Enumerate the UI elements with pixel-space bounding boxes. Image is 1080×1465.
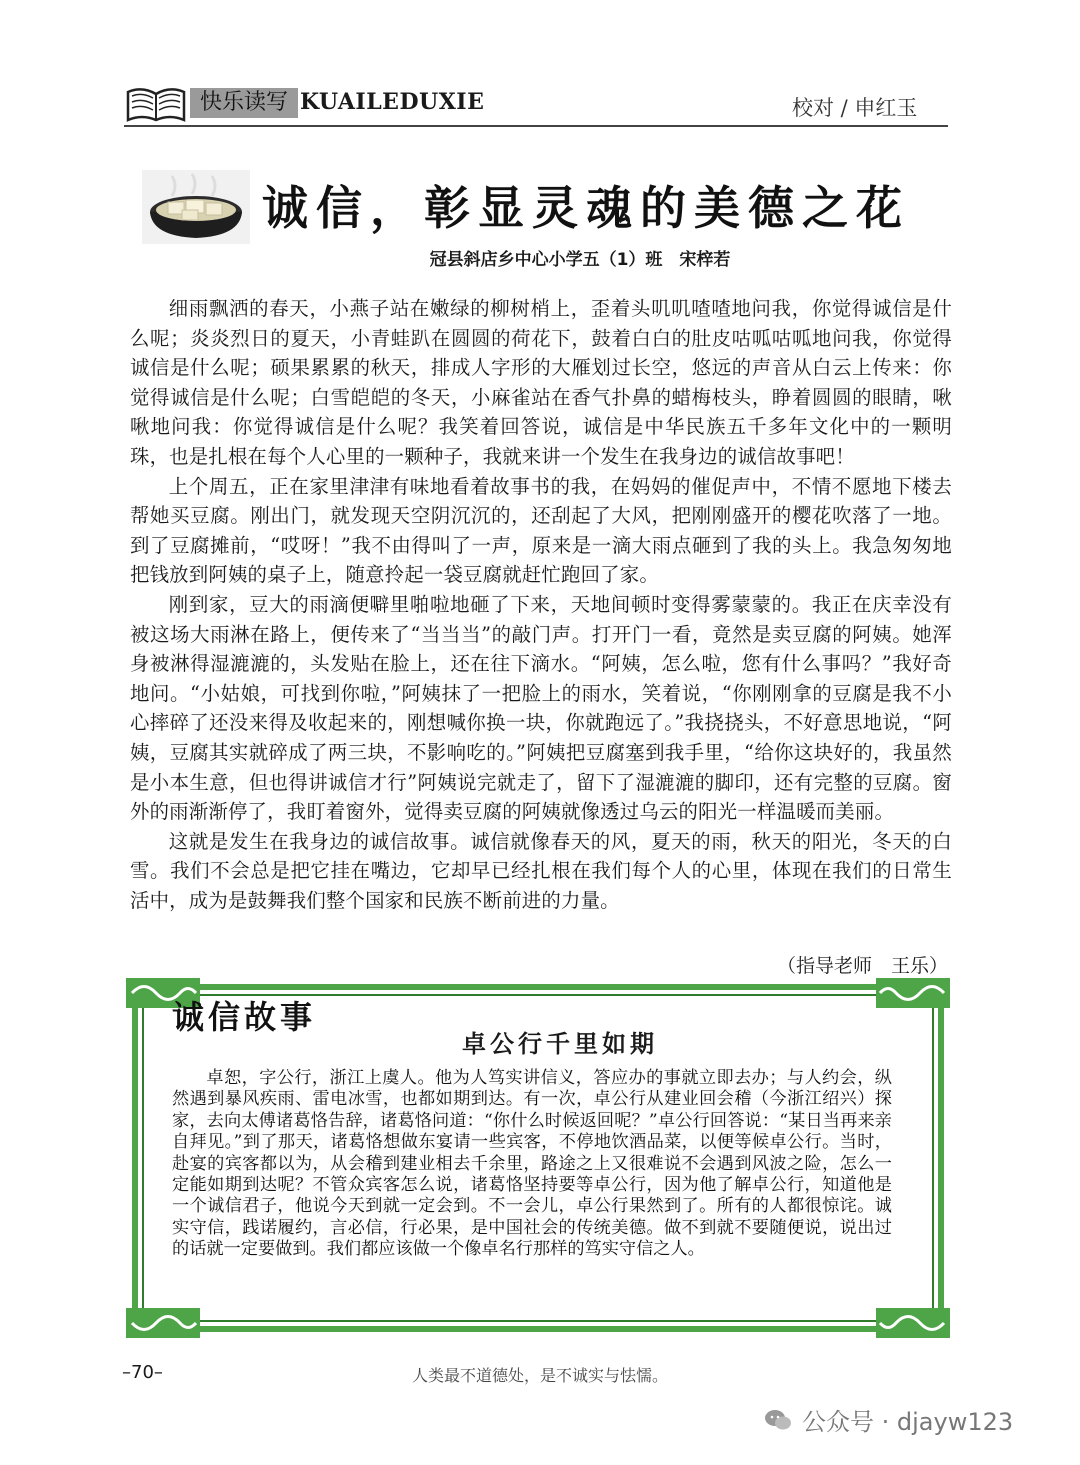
mentor-credit: （指导老师 王乐）: [776, 955, 948, 977]
open-book-icon: [124, 80, 188, 124]
wechat-account: 公众号 · djayw123: [802, 1408, 1014, 1436]
article-byline: 冠县斜店乡中心小学五（1）班 宋梓若: [429, 250, 731, 270]
section-label: 快乐读写: [190, 88, 298, 118]
footer-quote: 人类最不道德处，是不诚实与怯懦。: [411, 1366, 668, 1385]
article-title: 诚信，彰显灵魂的美德之花: [262, 181, 910, 235]
page-number: –70–: [122, 1362, 163, 1383]
wechat-icon: [764, 1408, 792, 1432]
article-body: [130, 294, 952, 915]
article-paragraph: 这就是发生在我身边的诚信故事。诚信就像春天的风，夏天的雨，秋天的阳光，冬天的白雪。我们不会总是把它挂在嘴边，它却早已经扎根在我们每个人的心里，体现在我们的日常生活中，成为是鼓舞我们整个国家和民族不断前进的力量。: [130, 829, 952, 912]
corner-ornament: [876, 1308, 950, 1338]
article-paragraph: 刚到家，豆大的雨滴便噼里啪啦地砸了下来，天地间顿时变得雾蒙蒙的。我正在庆幸没有被这场大雨淋在路上，便传来了“当当当”的敲门声。打开门一看，竟然是卖豆腐的阿姨。她浑身被淋得湿漉漉的，头发贴在脸上，还在往下滴水。“阿姨，怎么啦，您有什么事吗？”我好奇地问。“小姑娘，可找到你啦，”阿姨抹了一把脸上的雨水，笑着说，“你刚刚拿的豆腐是我不小心摔碎了还没来得及收起来的，刚想喊你换一块，你就跑远了。”我挠挠头，不好意思地说，“阿姨，豆腐其实就碎成了两三块，不影响吃的。”阿姨把豆腐塞到我手里，“给你这块好的，我虽然是小本生意，但也得讲诚信才行”阿姨说完就走了，留下了湿漉漉的脚印，还有完整的豆腐。窗外的雨渐渐停了，我盯着窗外，觉得卖豆腐的阿姨就像透过乌云的阳光一样温暖而美丽。: [130, 592, 952, 824]
corner-ornament: [126, 1308, 200, 1338]
article-paragraph: 细雨飘洒的春天，小燕子站在嫩绿的柳树梢上，歪着头叽叽喳喳地问我，你觉得诚信是什么呢；炎炎烈日的夏天，小青蛙趴在圆圆的荷花下，鼓着白白的肚皮咕呱咕呱地问我，你觉得诚信是什么呢；硕果累累的秋天，排成人字形的大雁划过长空，悠远的声音从白云上传来：你觉得诚信是什么呢；白雪皑皑的冬天，小麻雀站在香气扑鼻的蜡梅枝头，睁着圆圆的眼睛，啾啾地问我：你觉得诚信是什么呢？我笑着回答说，诚信是中华民族五千多年文化中的一颗明珠，也是扎根在每个人心里的一颗种子，我就来讲一个发生在我身边的诚信故事吧！: [130, 297, 952, 468]
wechat-watermark: [764, 1402, 1013, 1437]
story-title: 卓公行千里如期: [462, 1029, 658, 1058]
header-rule: [124, 125, 948, 127]
section-pinyin: KUAILEDUXIE: [300, 89, 485, 115]
article-paragraph: 上个周五，正在家里津津有味地看着故事书的我，在妈妈的催促声中，不情不愿地下楼去帮她买豆腐。刚出门，就发现天空阴沉沉的，还刮起了大风，把刚刚盛开的樱花吹落了一地。到了豆腐摊前，“哎呀！”我不由得叫了一声，原来是一滴大雨点砸到了我的头上。我急匆匆地把钱放到阿姨的桌子上，随意拎起一袋豆腐就赶忙跑回了家。: [130, 474, 952, 587]
tofu-pot-illustration: [142, 170, 250, 244]
corner-ornament: [876, 978, 950, 1008]
story-paragraph: 卓恕，字公行，浙江上虞人。他为人笃实讲信义，答应办的事就立即去办；与人约会，纵然遇到暴风疾雨、雷电冰雪，也都如期到达。有一次，卓公行从建业回会稽（今浙江绍兴）探家，去向太傅诸葛恪告辞，诸葛恪问道：“你什么时候返回呢？”卓公行回答说：“某日当再来亲自拜见。”到了那天，诸葛恪想做东宴请一些宾客，不停地饮酒品菜，以便等候卓公行。当时，赴宴的宾客都以为，从会稽到建业相去千余里，路途之上又很难说不会遇到风波之险，怎么一定能如期到达呢？不管众宾客怎么说，诸葛恪坚持要等卓公行，因为他了解卓公行，知道他是一个诚信君子，他说今天到就一定会到。不一会儿，卓公行果然到了。所有的人都很惊诧。诚实守信，践诺履约，言必信，行必果，是中国社会的传统美德。做不到就不要随便说，说出过的话就一定要做到。我们都应该做一个像卓名行那样的笃实守信之人。: [172, 1068, 892, 1260]
proofreader-credit: 校对 / 申红玉: [792, 96, 918, 120]
story-section-heading: 诚信故事: [172, 998, 317, 1036]
story-body: [172, 1068, 892, 1261]
